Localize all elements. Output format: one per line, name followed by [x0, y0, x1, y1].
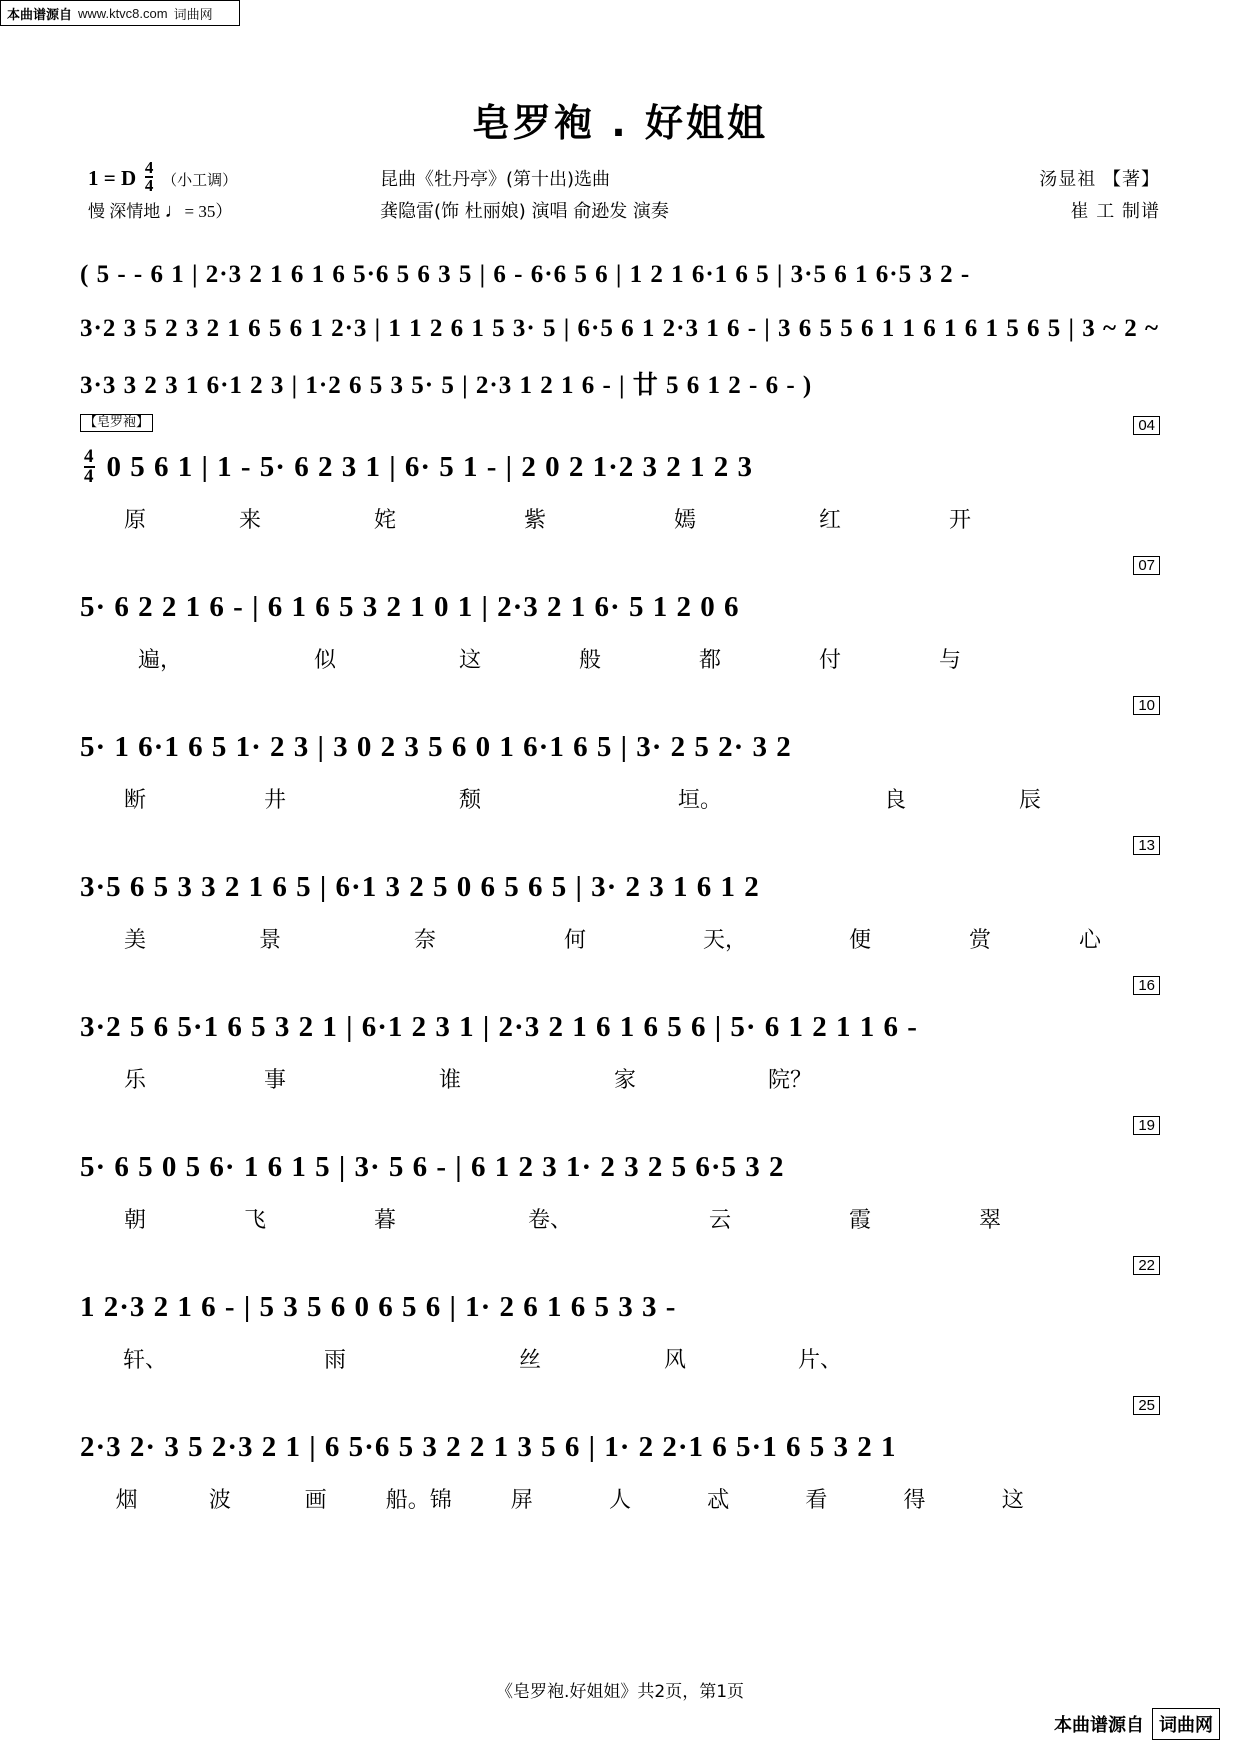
stave-13	[80, 837, 1160, 970]
lyric-syllable: 心	[1078, 927, 1101, 953]
lyric-syllable: 乐	[123, 1067, 146, 1093]
lyric-syllable: 卷、	[527, 1207, 572, 1233]
measure-number: 22	[1133, 1256, 1160, 1275]
tempo-note-icon: ♩	[164, 200, 185, 223]
lyric-syllable: 谁	[438, 1067, 461, 1093]
lyrics-row	[80, 1058, 1160, 1098]
time-sig-numerator-body: 4	[84, 445, 95, 467]
lyric-syllable: 船。锦	[385, 1487, 452, 1513]
page-title: 皂罗袍 . 好姐姐	[472, 101, 768, 145]
time-sig-denominator-body: 4	[84, 466, 95, 487]
lyric-syllable: 屏	[510, 1487, 533, 1513]
lyric-syllable: 朝	[123, 1207, 146, 1233]
lyric-syllable: 丝	[518, 1347, 541, 1373]
time-sig-denominator: 4	[144, 176, 154, 196]
lyric-syllable: 与	[938, 647, 961, 673]
source-bar	[0, 0, 240, 26]
lyric-syllable: 这	[1001, 1487, 1024, 1513]
footer-source-label: 本曲谱源自	[1054, 1715, 1144, 1736]
lyric-syllable: 辰	[1018, 787, 1041, 813]
notation-text: 1 2·3 2 1 6 - | 5 3 5 6 0 6 5 6 | 1· 2 6 1 6 5 3 3 -	[80, 1290, 677, 1323]
lyric-syllable: 这	[458, 647, 481, 673]
lyric-syllable: 垣。	[677, 787, 722, 813]
notation-row	[80, 1140, 1160, 1194]
lyric-syllable: 院？	[767, 1067, 812, 1093]
lyric-syllable: 波	[208, 1487, 231, 1513]
performers-line: 龚隐雷(饰 杜丽娘) 演唱 俞逊发 演奏	[380, 201, 669, 222]
header-right	[1039, 164, 1160, 228]
lyrics-row	[80, 638, 1160, 678]
lyric-syllable: 原	[123, 507, 146, 533]
source-site: 词曲网	[173, 6, 213, 22]
lyric-syllable: 来	[238, 507, 261, 533]
measure-number: 25	[1133, 1396, 1160, 1415]
stave-10	[80, 697, 1160, 830]
lyric-syllable: 暮	[373, 1207, 396, 1233]
header-center	[380, 164, 669, 228]
intro-line-3: 3·3 3 2 3 1 6·1 2 3 | 1·2 6 5 3 5· 5 | 2·3 1 2 1 6 - | 廿 5 6 1 2 - 6 - )	[80, 372, 813, 399]
lyric-syllable: 付	[818, 647, 841, 673]
lyric-syllable: 人	[608, 1487, 631, 1513]
tempo-value: = 35）	[184, 202, 233, 222]
lyric-syllable: 霞	[848, 1207, 871, 1233]
notation-text: 5· 6 2 2 1 6 - | 6 1 6 5 3 2 1 0 1 | 2·3 2 1 6· 5 1 2 0 6	[80, 590, 740, 623]
lyric-syllable: 美	[123, 927, 146, 953]
stave-25	[80, 1397, 1160, 1530]
lyric-syllable: 风	[663, 1347, 686, 1373]
notation-text: 2·3 2· 3 5 2·3 2 1 | 6 5·6 5 3 2 2 1 3 5 6 | 1· 2 2·1 6 5·1 6 5 3 2 1	[80, 1430, 897, 1463]
header-left	[88, 160, 237, 227]
lyrics-row	[80, 778, 1160, 818]
notation-row	[80, 1000, 1160, 1054]
lyric-syllable: 良	[883, 787, 906, 813]
time-signature	[145, 160, 154, 194]
lyric-syllable: 姹	[373, 507, 396, 533]
section-label: 【皂罗袍】	[80, 414, 153, 432]
time-sig-numerator: 4	[144, 158, 154, 177]
lyric-syllable: 奈	[413, 927, 436, 953]
arranger-credit: 崔 工 制谱	[1070, 201, 1160, 222]
lyric-syllable: 画	[304, 1487, 327, 1513]
notation-row	[80, 440, 1160, 494]
tempo-text: 慢 深情地	[88, 202, 161, 222]
stave-07	[80, 557, 1160, 690]
lyric-syllable: 颓	[458, 787, 481, 813]
lyrics-row	[80, 1198, 1160, 1238]
key-signature: 1 = D	[88, 166, 137, 191]
lyric-syllable: 飞	[243, 1207, 266, 1233]
stave-16	[80, 977, 1160, 1110]
lyric-syllable: 井	[263, 787, 286, 813]
notation-row	[80, 720, 1160, 774]
footer-source-site: 词曲网	[1152, 1708, 1220, 1740]
notation-row	[80, 1420, 1160, 1474]
stave-19	[80, 1117, 1160, 1250]
intro-block	[80, 248, 1160, 410]
lyric-syllable: 天，	[702, 927, 747, 953]
lyrics-row	[80, 918, 1160, 958]
lyric-syllable: 片、	[797, 1347, 842, 1373]
footer-source	[1054, 1708, 1220, 1740]
stave-22	[80, 1257, 1160, 1390]
measure-number: 19	[1133, 1116, 1160, 1135]
lyric-syllable: 都	[698, 647, 721, 673]
lyric-syllable: 得	[903, 1487, 926, 1513]
lyric-syllable: 般	[578, 647, 601, 673]
measure-number: 07	[1133, 556, 1160, 575]
measure-number: 13	[1133, 836, 1160, 855]
lyric-syllable: 事	[263, 1067, 286, 1093]
mode-label: （小工调）	[162, 173, 238, 190]
source-url: www.ktvc8.com	[78, 5, 168, 21]
notation-row	[80, 860, 1160, 914]
measure-number: 04	[1133, 416, 1160, 435]
opera-source-line: 昆曲《牡丹亭》(第十出)选曲	[380, 169, 611, 190]
lyric-syllable: 紫	[523, 507, 546, 533]
lyrics-row	[80, 498, 1160, 538]
lyric-syllable: 红	[818, 507, 841, 533]
lyric-syllable: 断	[123, 787, 146, 813]
lyric-syllable: 云	[708, 1207, 731, 1233]
measure-number: 16	[1133, 976, 1160, 995]
measure-number: 10	[1133, 696, 1160, 715]
notation-text: 3·5 6 5 3 3 2 1 6 5 | 6·1 3 2 5 0 6 5 6 5 | 3· 2 3 1 6 1 2	[80, 870, 760, 903]
header-info	[80, 160, 1160, 230]
lyric-syllable: 轩、	[122, 1347, 167, 1373]
lyric-syllable: 景	[258, 927, 281, 953]
lyric-syllable: 家	[613, 1067, 636, 1093]
lyric-syllable: 何	[563, 927, 586, 953]
lyric-syllable: 赏	[968, 927, 991, 953]
page-footer-info: 《皂罗袍.好姐姐》共2页，第1页	[495, 1682, 745, 1702]
lyric-syllable: 雨	[323, 1347, 346, 1373]
time-signature-body	[84, 445, 95, 487]
lyric-syllable: 烟	[115, 1487, 138, 1513]
stave-04	[80, 415, 1160, 550]
lyrics-row	[80, 1338, 1160, 1378]
notation-text: 0 5 6 1 | 1 - 5· 6 2 3 1 | 6· 5 1 - | 2 0 2 1·2 3 2 1 2 3	[106, 450, 753, 483]
lyric-syllable: 看	[805, 1487, 828, 1513]
lyric-syllable: 开	[948, 507, 971, 533]
lyric-syllable: 便	[848, 927, 871, 953]
lyric-syllable: 似	[313, 647, 336, 673]
intro-line-2: 3·2 3 5 2 3 2 1 6 5 6 1 2·3 | 1 1 2 6 1 5 3· 5 | 6·5 6 1 2·3 1 6 - | 3 6 5 5 6 1 1 6 1 6 1 5 6 5 | 3 ~ 2 ~	[80, 315, 1160, 342]
intro-line-1: ( 5 - - 6 1 | 2·3 2 1 6 1 6 5·6 5 6 3 5 | 6 - 6·6 5 6 | 1 2 1 6·1 6 5 | 3·5 6 1 6·5 3 2 -	[80, 261, 971, 288]
author-credit: 汤显祖 【著】	[1039, 169, 1160, 190]
lyric-syllable: 嫣	[673, 507, 696, 533]
notation-text: 3·2 5 6 5·1 6 5 3 2 1 | 6·1 2 3 1 | 2·3 2 1 6 1 6 5 6 | 5· 6 1 2 1 1 6 -	[80, 1010, 918, 1043]
notation-text: 5· 6 5 0 5 6· 1 6 1 5 | 3· 5 6 - | 6 1 2 3 1· 2 3 2 5 6·5 3 2	[80, 1150, 785, 1183]
lyric-syllable: 翠	[978, 1207, 1001, 1233]
lyrics-row	[80, 1478, 1160, 1518]
notation-text: 5· 1 6·1 6 5 1· 2 3 | 3 0 2 3 5 6 0 1 6·1 6 5 | 3· 2 5 2· 3 2	[80, 730, 792, 763]
lyric-syllable: 遍，	[137, 647, 182, 673]
notation-row	[80, 580, 1160, 634]
source-label: 本曲谱源自	[7, 6, 73, 22]
notation-row	[80, 1280, 1160, 1334]
lyric-syllable: 忒	[707, 1487, 730, 1513]
